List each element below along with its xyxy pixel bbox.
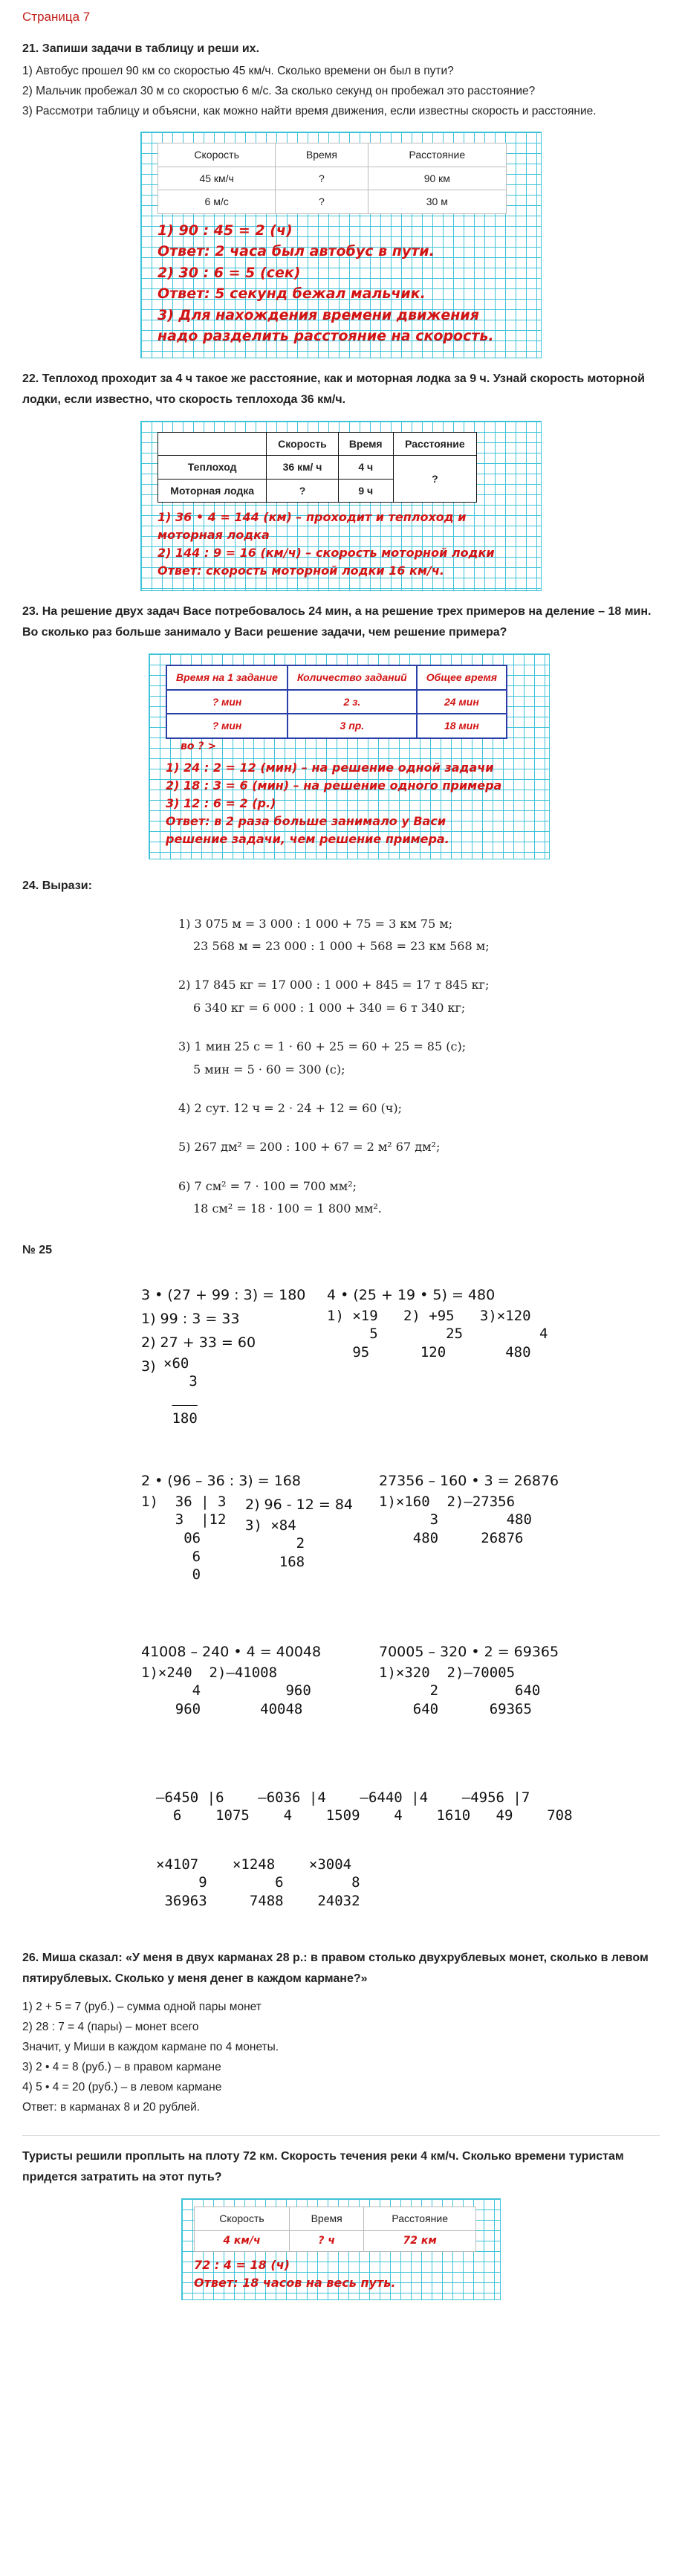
column-mult: 3) ×84 2 168 (245, 1517, 305, 1570)
table-header: Скорость (195, 2207, 290, 2231)
solution-line: 2) 28 : 7 = 4 (пары) – монет всего (22, 2020, 199, 2033)
task-22-title: 22. Теплоход проходит за 4 ч такое же расстояние, как и моторная лодка за 9 ч. Узнай скорость моторной лодки, если известно, что скорость теплохода 36 км/ч. (22, 372, 645, 406)
math-line: 18 см² = 18 · 100 = 1 800 мм². (193, 1201, 382, 1216)
answer-line: надо разделить расстояние на скорость. (157, 328, 494, 345)
task-21-table (157, 143, 507, 214)
table-cell: Теплоход (158, 456, 267, 480)
column-work: 1) ×19 2) +95 3)×120 5 25 4 95 120 480 (327, 1307, 548, 1360)
expr-5: 41008 – 240 • 4 = 40048 (141, 1643, 322, 1660)
math-line: 3) 1 мин 25 с = 1 · 60 + 25 = 60 + 25 = 85 (с); (178, 1039, 467, 1054)
task-27-table (194, 2207, 476, 2252)
column-mult: ×60 3 180 (163, 1355, 198, 1427)
table-cell: ? (276, 167, 368, 190)
task-24-title: 24. Вырази: (22, 879, 92, 892)
column-division: –6450 |6 –6036 |4 –6440 |4 –4956 |7 6 1075 4 1509 4 1610 49 708 (156, 1789, 573, 1824)
table-cell: ? (276, 190, 368, 214)
answer-line: Ответ: 18 часов на весь путь. (194, 2275, 396, 2290)
table-cell: 4 км/ч (195, 2230, 290, 2251)
math-line: 6 340 кг = 6 000 : 1 000 + 340 = 6 т 340 кг; (193, 1000, 466, 1015)
table-cell: 24 мин (417, 690, 507, 714)
task-22-table (157, 432, 477, 503)
answer-line: решение задачи, чем решение примера. (166, 831, 449, 846)
math-line: 1) 3 075 м = 3 000 : 1 000 + 75 = 3 км 75 м; (178, 916, 453, 931)
solution-line: 1) 2 + 5 = 7 (руб.) – сумма одной пары монет (22, 2000, 262, 2013)
expr-6: 70005 – 320 • 2 = 69365 (379, 1643, 559, 1660)
column-work: 1)×320 2)–70005 2 640 640 69365 (379, 1664, 541, 1717)
answer-line: 1) 24 : 2 = 12 (мин) – на решение одной задачи (166, 760, 494, 775)
solution-line: 4) 5 • 4 = 20 (руб.) – в левом кармане (22, 2081, 222, 2094)
table-cell: 36 км/ ч (267, 456, 338, 480)
task-23-title: 23. На решение двух задач Васе потребовалось 24 мин, а на решение трех примеров на деление – 18 мин. Во сколько раз больше занимало у Васи решение задачи, чем решение примера? (22, 605, 652, 639)
column-division: 1) 36 | 3 3 |12 06 6 0 (141, 1493, 227, 1584)
table-cell: ? (267, 479, 338, 503)
task-27-title: Туристы решили проплыть на плоту 72 км. Скорость течения реки 4 км/ч. Сколько времени туристам придется затратить на этот путь? (22, 2150, 624, 2184)
expr-4: 27356 – 160 • 3 = 26876 (379, 1472, 559, 1489)
answer-line: 3) Для нахождения времени движения (157, 306, 479, 323)
expr-1: 3 • (27 + 99 : 3) = 180 (141, 1286, 306, 1303)
divider (22, 2135, 660, 2136)
table-cell: ? (393, 456, 476, 503)
answer-line: 2) 144 : 9 = 16 (км/ч) – скорость моторной лодки (157, 546, 495, 561)
table-cell: 4 ч (338, 456, 393, 480)
math-line: 23 568 м = 23 000 : 1 000 + 568 = 23 км 568 м; (193, 939, 490, 954)
answer-line: 1) 90 : 45 = 2 (ч) (157, 222, 293, 239)
table-cell: 45 км/ч (158, 167, 276, 190)
table-cell: ? ч (289, 2230, 363, 2251)
table-cell: 6 м/с (158, 190, 276, 214)
expr-2: 4 • (25 + 19 • 5) = 480 (327, 1286, 496, 1303)
answer-line: 2) 30 : 6 = 5 (сек) (157, 264, 301, 281)
table-header (158, 432, 267, 456)
task-24-math (178, 913, 660, 1221)
answer-line: Ответ: 2 часа был автобус в пути. (157, 243, 435, 260)
table-header: Время (276, 143, 368, 167)
page-title-link[interactable]: Страница 7 (22, 10, 91, 24)
task-21-grid (140, 132, 542, 358)
table-cell: 30 м (368, 190, 506, 214)
table-header: Расстояние (368, 143, 506, 167)
task-25-work (141, 1268, 660, 1937)
answer-line: Ответ: 5 секунд бежал мальчик. (157, 285, 426, 303)
table-header: Расстояние (393, 432, 476, 456)
expr-3: 2 • (96 – 36 : 3) = 168 (141, 1472, 301, 1489)
table-cell: 3 пр. (288, 714, 417, 738)
task-22-grid (140, 421, 542, 592)
math-line: 6) 7 см² = 7 · 100 = 700 мм²; (178, 1178, 357, 1193)
task-23-table (166, 665, 507, 739)
arrow-label: во ? > (181, 740, 217, 752)
answer-line: 2) 18 : 3 = 6 (мин) – на решение одного примера (166, 778, 502, 793)
table-cell: 18 мин (417, 714, 507, 738)
table-cell: 2 з. (288, 690, 417, 714)
task-26-title: 26. Миша сказал: «У меня в двух карманах 28 р.: в правом столько двухрублевых монет, сколько в левом пятирублевых. Сколько у меня денег в каждом кармане?» (22, 1951, 649, 1985)
task-21-line: 3) Рассмотри таблицу и объясни, как можно найти время движения, если известны скорость и расстояние. (22, 105, 597, 117)
table-header: Общее время (417, 665, 507, 690)
table-header: Время на 1 задание (166, 665, 288, 690)
answer-line: 1) 36 • 4 = 144 (км) – проходит и теплоход и моторная лодка (157, 510, 467, 543)
table-header: Скорость (158, 143, 276, 167)
expr-3-step: 2) 96 - 12 = 84 (245, 1496, 354, 1513)
answer-line: 72 : 4 = 18 (ч) (194, 2257, 290, 2272)
table-cell: ? мин (166, 690, 288, 714)
table-cell: ? мин (166, 714, 288, 738)
solution-line: Ответ: в карманах 8 и 20 рублей. (22, 2101, 201, 2114)
math-line: 5) 267 дм² = 200 : 100 + 67 = 2 м² 67 дм²; (178, 1140, 441, 1155)
task-25-title: № 25 (22, 1243, 53, 1256)
column-mult: ×4107 ×1248 ×3004 9 6 8 36963 7488 24032 (156, 1856, 360, 1909)
math-line: 4) 2 сут. 12 ч = 2 · 24 + 12 = 60 (ч); (178, 1100, 402, 1115)
solution-line: 3) 2 • 4 = 8 (руб.) – в правом кармане (22, 2060, 221, 2073)
answer-line: 3) 12 : 6 = 2 (р.) (166, 795, 276, 810)
math-line: 2) 17 845 кг = 17 000 : 1 000 + 845 = 17 т 845 кг; (178, 978, 490, 992)
solution-line: Значит, у Миши в каждом кармане по 4 монеты. (22, 2040, 279, 2053)
table-header: Расстояние (364, 2207, 476, 2231)
table-header: Скорость (267, 432, 338, 456)
column-work: 1)×240 2)–41008 4 960 960 40048 (141, 1664, 311, 1717)
math-line: 5 мин = 5 · 60 = 300 (с); (193, 1062, 345, 1076)
expr-1-step: 2) 27 + 33 = 60 (141, 1334, 256, 1351)
expr-1-step: 1) 99 : 3 = 33 (141, 1310, 240, 1327)
column-work: 1)×160 2)–27356 3 480 480 26876 (379, 1493, 532, 1546)
table-header: Время (338, 432, 393, 456)
table-header: Время (289, 2207, 363, 2231)
table-header: Количество заданий (288, 665, 417, 690)
expr-1-step: 3) (141, 1358, 156, 1375)
task-27-grid (181, 2198, 501, 2300)
task-23-grid (149, 653, 550, 859)
task-21-title: 21. Запиши задачи в таблицу и реши их. (22, 42, 260, 55)
table-cell: 9 ч (338, 479, 393, 503)
task-21-line: 1) Автобус прошел 90 км со скоростью 45 км/ч. Сколько времени он был в пути? (22, 64, 454, 77)
task-21-line: 2) Мальчик пробежал 30 м со скоростью 6 м/с. За сколько секунд он пробежал это расстояние? (22, 84, 536, 97)
table-cell: 72 км (364, 2230, 476, 2251)
answer-line: Ответ: в 2 раза больше занимало у Васи (166, 813, 446, 828)
table-cell: 90 км (368, 167, 506, 190)
table-cell: Моторная лодка (158, 479, 267, 503)
answer-line: Ответ: скорость моторной лодки 16 км/ч. (157, 564, 444, 578)
